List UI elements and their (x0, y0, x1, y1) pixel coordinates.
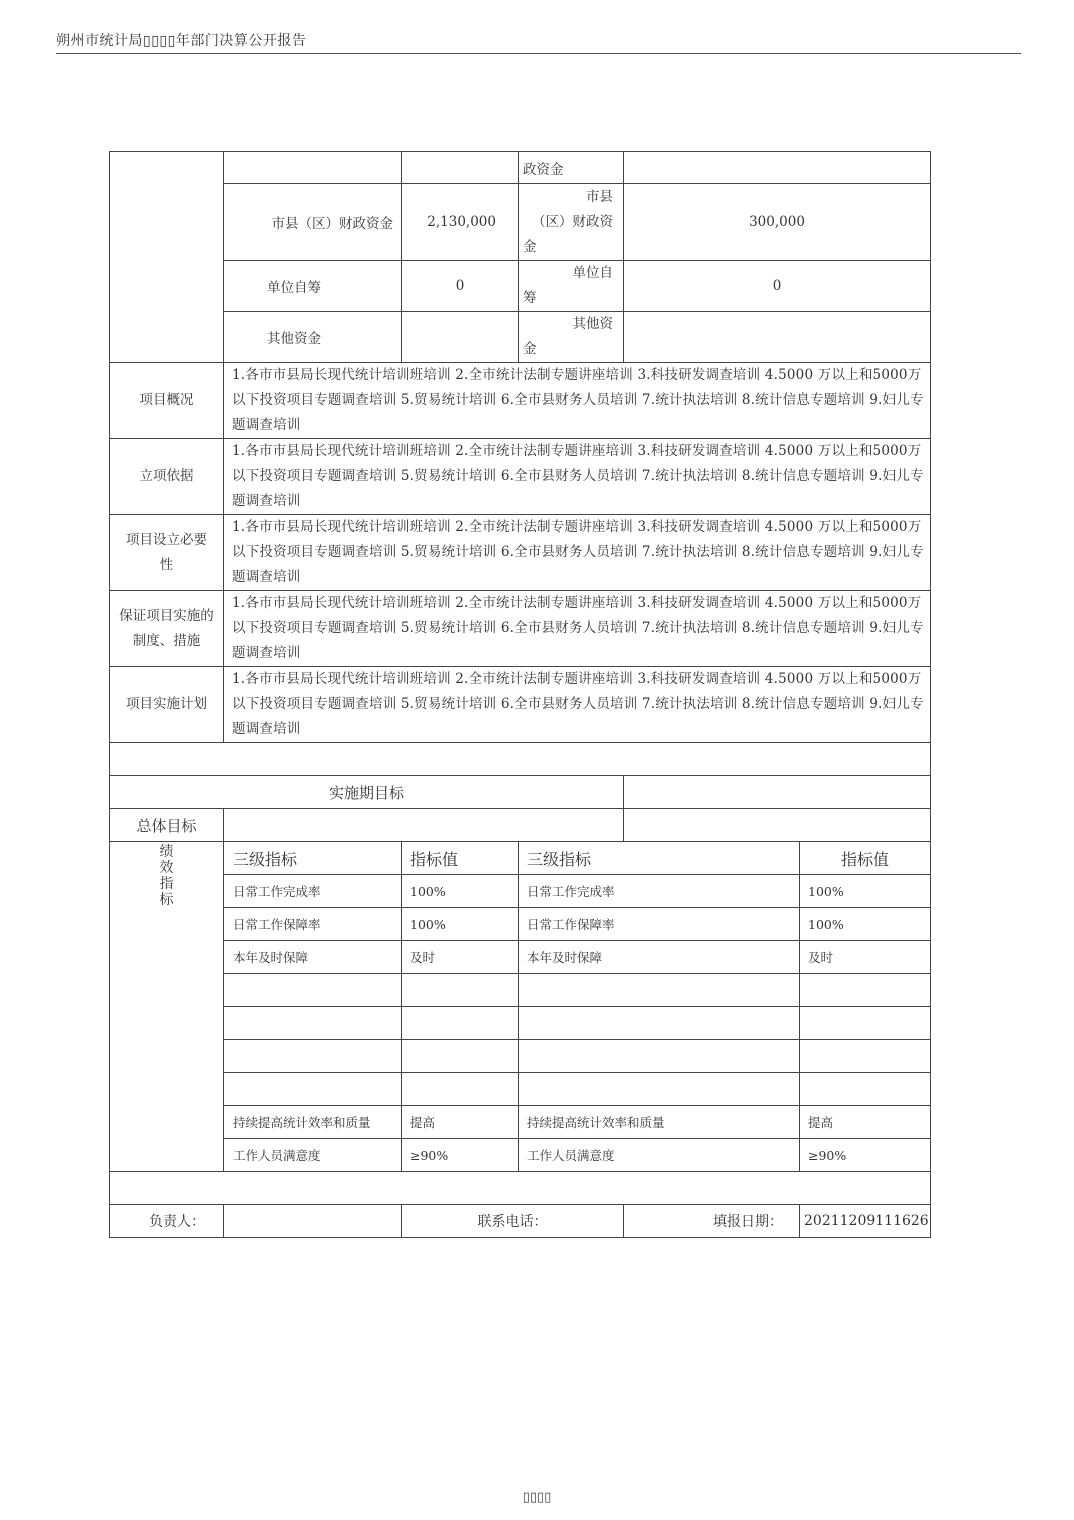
spacer-row (110, 1172, 931, 1205)
indicator-name: 工作人员满意度 (224, 1139, 402, 1172)
indicator-value: 及时 (800, 941, 931, 974)
section-label: 项目设立必要性 (110, 515, 224, 591)
fund-row-3 (110, 261, 931, 312)
indicator-header-row (110, 842, 931, 875)
indicator-name (224, 1007, 402, 1040)
indicator-row (110, 908, 931, 941)
signature-row (110, 1205, 931, 1238)
indicator-value (800, 1073, 931, 1106)
col-header-level3: 三级指标 (224, 842, 402, 875)
section-row (110, 667, 931, 743)
indicator-name: 本年及时保障 (519, 941, 800, 974)
page-header-title: 朔州市统计局▯▯▯▯年部门决算公开报告 (56, 33, 307, 49)
date-value: 20211209111626 (800, 1205, 931, 1238)
indicator-value: 提高 (402, 1106, 519, 1139)
indicator-row (110, 1007, 931, 1040)
indicator-row (110, 875, 931, 908)
indicator-value (402, 1073, 519, 1106)
fund-label-2: 单位自 筹 (519, 261, 624, 312)
indicator-value: 100% (402, 875, 519, 908)
header-divider (56, 53, 1021, 54)
indicator-name (224, 1040, 402, 1073)
section-label: 立项依据 (110, 439, 224, 515)
indicator-value: 及时 (402, 941, 519, 974)
indicator-name (519, 1007, 800, 1040)
fund-value-2 (624, 312, 931, 363)
section-row (110, 591, 931, 667)
period-goal-title: 实施期目标 (110, 776, 624, 809)
section-text: 1.各市市县局长现代统计培训班培训 2.全市统计法制专题讲座培训 3.科技研发调查培训 4.5000 万以上和5000万以下投资项目专题调查培训 5.贸易统计培训 6.全市县财务人员培训 7.统计执法培训 8.统计信息专题培训 9.妇儿专题调查培训 (224, 439, 931, 515)
fund-label-2: 市县 （区）财政资 金 (519, 184, 624, 261)
indicator-value: 100% (800, 875, 931, 908)
fund-cell-text: 政资金 (519, 152, 624, 184)
indicator-name (519, 1040, 800, 1073)
indicator-name: 日常工作保障率 (224, 908, 402, 941)
spacer-row (110, 743, 931, 776)
section-label: 项目实施计划 (110, 667, 224, 743)
indicator-value (402, 1007, 519, 1040)
indicator-name: 日常工作完成率 (519, 875, 800, 908)
page-number: ▯▯▯▯ (522, 1490, 552, 1505)
performance-indicator-label: 绩效指标 (110, 842, 224, 1172)
fund-value-2: 300,000 (624, 184, 931, 261)
indicator-value (800, 974, 931, 1007)
fund-label-cell (110, 152, 224, 363)
indicator-value: ≥90% (800, 1139, 931, 1172)
indicator-name (224, 1073, 402, 1106)
responsible-value (224, 1205, 402, 1238)
indicator-name: 日常工作保障率 (519, 908, 800, 941)
indicator-name (519, 974, 800, 1007)
indicator-name: 日常工作完成率 (224, 875, 402, 908)
section-text: 1.各市市县局长现代统计培训班培训 2.全市统计法制专题讲座培训 3.科技研发调查培训 4.5000 万以上和5000万以下投资项目专题调查培训 5.贸易统计培训 6.全市县财务人员培训 7.统计执法培训 8.统计信息专题培训 9.妇儿专题调查培训 (224, 515, 931, 591)
indicator-value: 100% (402, 908, 519, 941)
section-row (110, 439, 931, 515)
indicator-row (110, 941, 931, 974)
indicator-value (402, 1040, 519, 1073)
responsible-label: 负责人： (110, 1205, 224, 1238)
project-report-table (109, 151, 931, 1238)
indicator-row (110, 974, 931, 1007)
overall-goal-row (110, 809, 931, 842)
indicator-name: 持续提高统计效率和质量 (224, 1106, 402, 1139)
fund-label: 市县（区）财政资金 (224, 184, 402, 261)
indicator-name: 工作人员满意度 (519, 1139, 800, 1172)
section-label: 保证项目实施的制度、措施 (110, 591, 224, 667)
section-text: 1.各市市县局长现代统计培训班培训 2.全市统计法制专题讲座培训 3.科技研发调查培训 4.5000 万以上和5000万以下投资项目专题调查培训 5.贸易统计培训 6.全市县财务人员培训 7.统计执法培训 8.统计信息专题培训 9.妇儿专题调查培训 (224, 363, 931, 439)
overall-goal-label: 总体目标 (110, 809, 224, 842)
section-text: 1.各市市县局长现代统计培训班培训 2.全市统计法制专题讲座培训 3.科技研发调查培训 4.5000 万以上和5000万以下投资项目专题调查培训 5.贸易统计培训 6.全市县财务人员培训 7.统计执法培训 8.统计信息专题培训 9.妇儿专题调查培训 (224, 667, 931, 743)
phone-label: 联系电话： (402, 1205, 624, 1238)
section-row (110, 515, 931, 591)
fund-row-2 (110, 184, 931, 261)
indicator-value: 100% (800, 908, 931, 941)
indicator-row (110, 1139, 931, 1172)
fund-label-2: 其他资 金 (519, 312, 624, 363)
indicator-value: 提高 (800, 1106, 931, 1139)
fund-row-4 (110, 312, 931, 363)
indicator-name: 本年及时保障 (224, 941, 402, 974)
indicator-value (402, 974, 519, 1007)
indicator-name: 持续提高统计效率和质量 (519, 1106, 800, 1139)
indicator-value (800, 1040, 931, 1073)
period-goal-row (110, 776, 931, 809)
indicator-row (110, 1106, 931, 1139)
col-header-value: 指标值 (402, 842, 519, 875)
indicator-row (110, 1073, 931, 1106)
fund-label: 单位自筹 (224, 261, 402, 312)
indicator-value: ≥90% (402, 1139, 519, 1172)
fund-row-1 (110, 152, 931, 184)
section-row (110, 363, 931, 439)
indicator-name (519, 1073, 800, 1106)
indicator-row (110, 1040, 931, 1073)
col-header-level3: 三级指标 (519, 842, 800, 875)
fund-value-2: 0 (624, 261, 931, 312)
indicator-name (224, 974, 402, 1007)
fund-value: 2,130,000 (402, 184, 519, 261)
section-text: 1.各市市县局长现代统计培训班培训 2.全市统计法制专题讲座培训 3.科技研发调查培训 4.5000 万以上和5000万以下投资项目专题调查培训 5.贸易统计培训 6.全市县财务人员培训 7.统计执法培训 8.统计信息专题培训 9.妇儿专题调查培训 (224, 591, 931, 667)
date-label: 填报日期： (624, 1205, 800, 1238)
col-header-value: 指标值 (800, 842, 931, 875)
indicator-value (800, 1007, 931, 1040)
fund-value (402, 312, 519, 363)
section-label: 项目概况 (110, 363, 224, 439)
fund-label: 其他资金 (224, 312, 402, 363)
fund-value: 0 (402, 261, 519, 312)
